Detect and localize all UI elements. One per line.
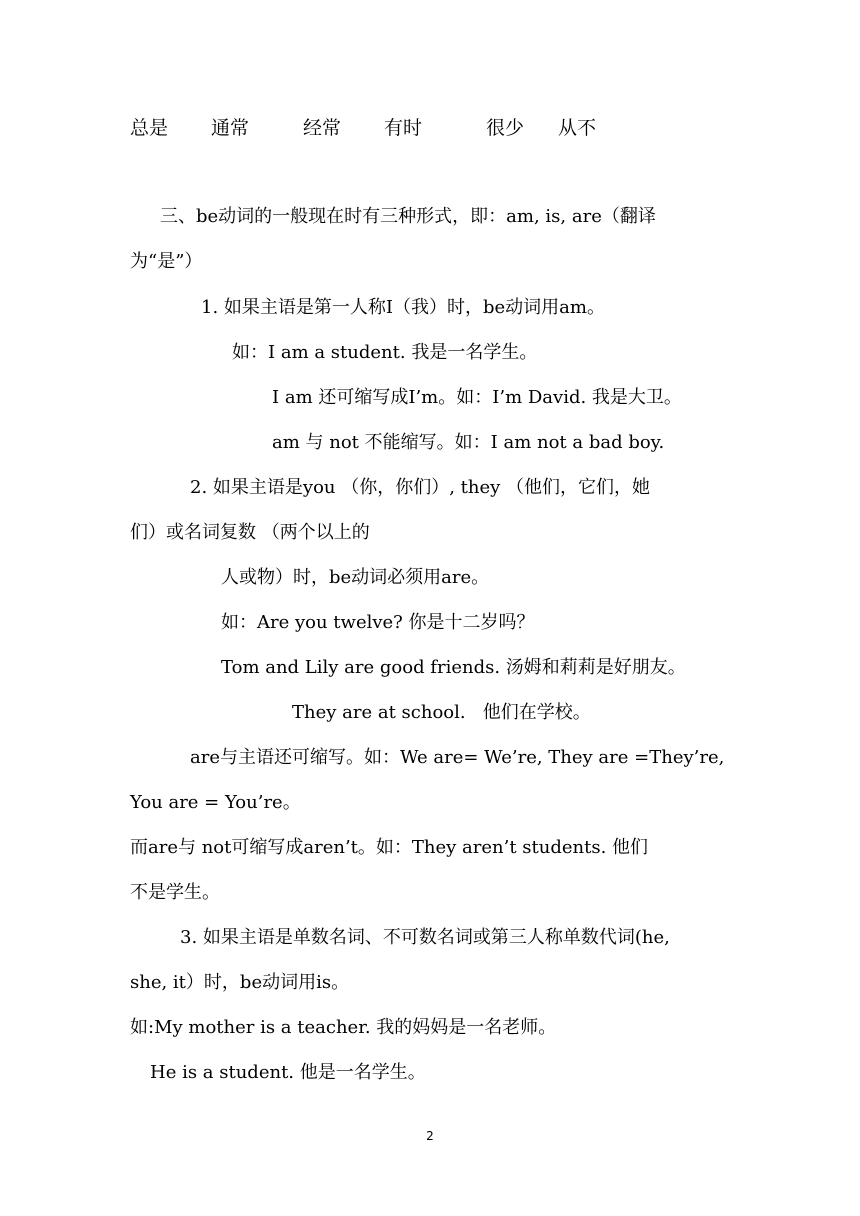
frequency-word-always: 总是 xyxy=(130,117,169,139)
rule-1-example-1: 如：I am a student. 我是一名学生。 xyxy=(232,342,538,363)
rule-2-line-3: 人或物）时，be动词必须用are。 xyxy=(221,567,490,588)
frequency-word-never: 从不 xyxy=(558,117,597,139)
rule-1-line: 1. 如果主语是第一人称I（我）时，be动词用am。 xyxy=(201,297,605,318)
rule-2-example-3: They are at school. 他们在学校。 xyxy=(292,702,591,723)
page-number: 2 xyxy=(426,1129,434,1143)
section-heading-line-2: 为“是”） xyxy=(130,251,203,272)
contraction-line-1: are与主语还可缩写。如：We are= We’re, They are =They’re, xyxy=(190,747,725,768)
contraction-line-2: You are = You’re。 xyxy=(130,792,301,813)
rule-3-line-1: 3. 如果主语是单数名词、不可数名词或第三人称单数代词(he, xyxy=(180,927,670,948)
negative-contraction-line-2: 不是学生。 xyxy=(130,882,220,903)
rule-2-example-2: Tom and Lily are good friends. 汤姆和莉莉是好朋友。 xyxy=(221,657,686,678)
frequency-word-usually: 通常 xyxy=(211,117,250,139)
rule-1-example-2: I am 还可缩写成I’m。如：I’m David. 我是大卫。 xyxy=(272,387,682,408)
frequency-word-seldom: 很少 xyxy=(486,117,525,139)
rule-3-example-1: 如:My mother is a teacher. 我的妈妈是一名老师。 xyxy=(130,1017,557,1038)
frequency-word-sometimes: 有时 xyxy=(384,117,423,139)
rule-1-example-3: am 与 not 不能缩写。如：I am not a bad boy. xyxy=(272,432,665,453)
rule-3-line-2: she, it）时，be动词用is。 xyxy=(130,972,350,993)
rule-3-example-2: He is a student. 他是一名学生。 xyxy=(150,1062,426,1083)
rule-2-line-2: 们）或名词复数 （两个以上的 xyxy=(130,522,370,543)
frequency-word-often: 经常 xyxy=(303,117,342,139)
rule-2-example-1: 如：Are you twelve? 你是十二岁吗？ xyxy=(221,612,535,633)
negative-contraction-line-1: 而are与 not可缩写成aren’t。如：They aren’t students. 他们 xyxy=(130,837,649,858)
rule-2-line-1: 2. 如果主语是you （你，你们）, they （他们，它们，她 xyxy=(190,477,651,498)
section-heading-line-1: 三、be动词的一般现在时有三种形式，即：am, is, are（翻译 xyxy=(160,206,656,227)
